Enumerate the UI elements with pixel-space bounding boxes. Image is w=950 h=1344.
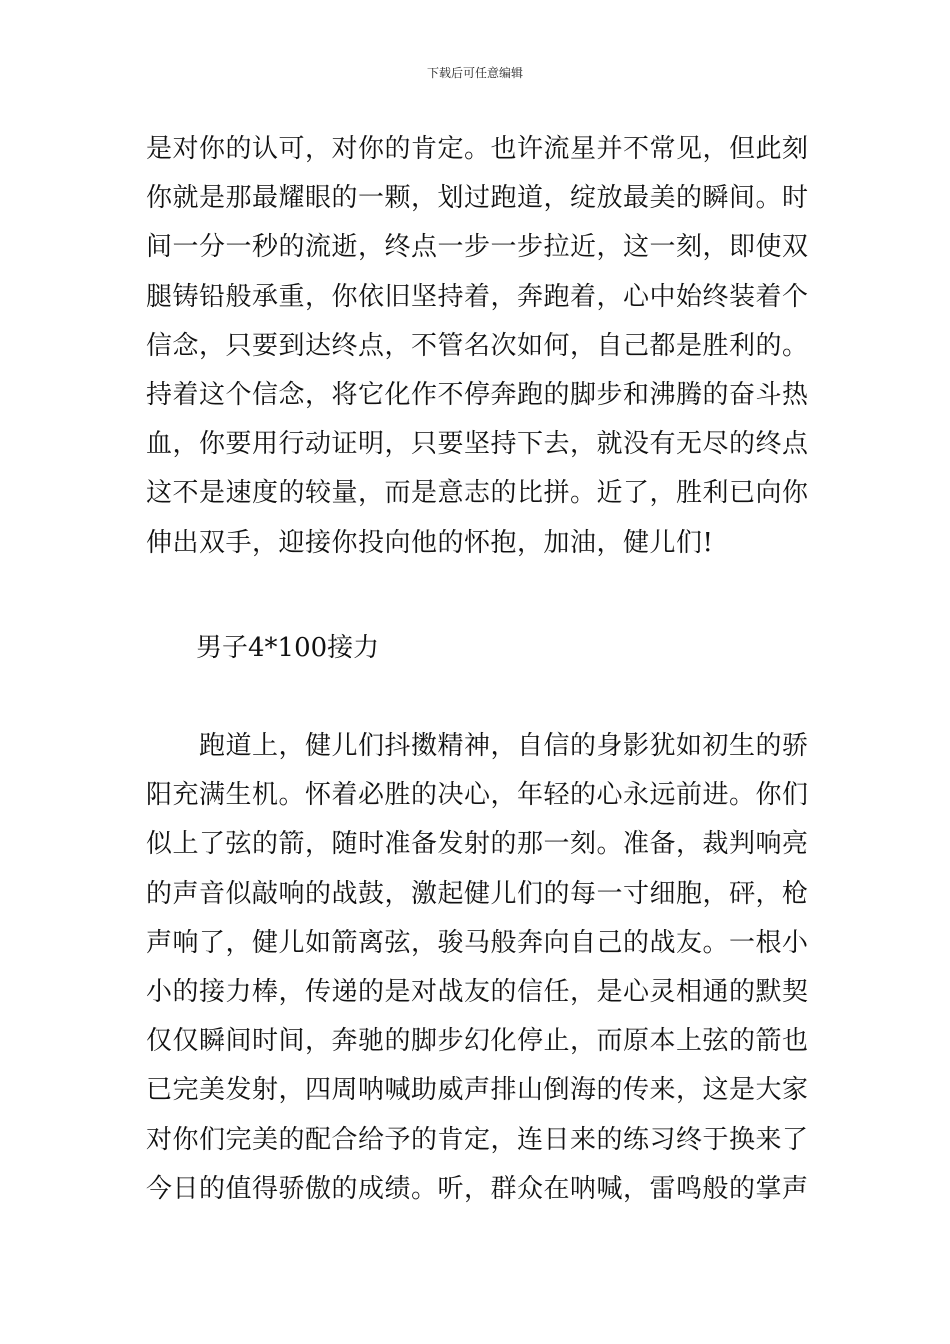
paragraph-line: 持着这个信念，将它化作不停奔跑的脚步和沸腾的奋斗热 (146, 379, 809, 410)
paragraph-line: 声响了，健儿如箭离弦，骏马般奔向自己的战友。一根小 (146, 927, 809, 958)
paragraph-line: 仅仅瞬间时间，奔驰的脚步幻化停止，而原本上弦的箭也 (146, 1026, 809, 1057)
paragraph-line: 这不是速度的较量，而是意志的比拼。近了，胜利已向你 (146, 478, 809, 509)
paragraph-line: 是对你的认可，对你的肯定。也许流星并不常见，但此刻 (146, 134, 809, 164)
body-paragraph-1 (146, 125, 810, 568)
section-heading: 男子4*100接力 (196, 633, 380, 663)
paragraph-line: 阳充满生机。怀着必胜的决心，年轻的心永远前进。你们 (146, 780, 809, 811)
paragraph-line: 跑道上，健儿们抖擞精神，自信的身影犹如初生的骄 (146, 731, 809, 761)
body-paragraph-2 (146, 722, 810, 1214)
paragraph-line: 腿铸铅般承重，你依旧坚持着，奔跑着，心中始终装着个 (146, 281, 809, 312)
paragraph-line: 伸出双手，迎接你投向他的怀抱，加油，健儿们! (146, 527, 714, 558)
paragraph-line: 间一分一秒的流逝，终点一步一步拉近，这一刻，即使双 (146, 232, 809, 263)
paragraph-line: 今日的值得骄傲的成绩。听，群众在呐喊，雷鸣般的掌声 (146, 1173, 809, 1204)
paragraph-line: 已完美发射，四周呐喊助威声排山倒海的传来，这是大家 (146, 1075, 809, 1106)
paragraph-line: 的声音似敲响的战鼓，激起健儿们的每一寸细胞，砰，枪 (146, 878, 809, 909)
paragraph-line: 对你们完美的配合给予的肯定，连日来的练习终于换来了 (146, 1124, 809, 1155)
paragraph-line: 血，你要用行动证明，只要坚持下去，就没有无尽的终点 (146, 429, 809, 460)
paragraph-line: 小的接力棒，传递的是对战友的信任，是心灵相通的默契 (146, 976, 809, 1007)
paragraph-line: 似上了弦的箭，随时准备发射的那一刻。准备，裁判响亮 (146, 829, 809, 860)
paragraph-line: 信念，只要到达终点，不管名次如何，自己都是胜利的。 (146, 330, 809, 361)
paragraph-line: 你就是那最耀眼的一颗，划过跑道，绽放最美的瞬间。时 (146, 183, 809, 214)
page-header: 下载后可任意编辑 (426, 66, 523, 80)
